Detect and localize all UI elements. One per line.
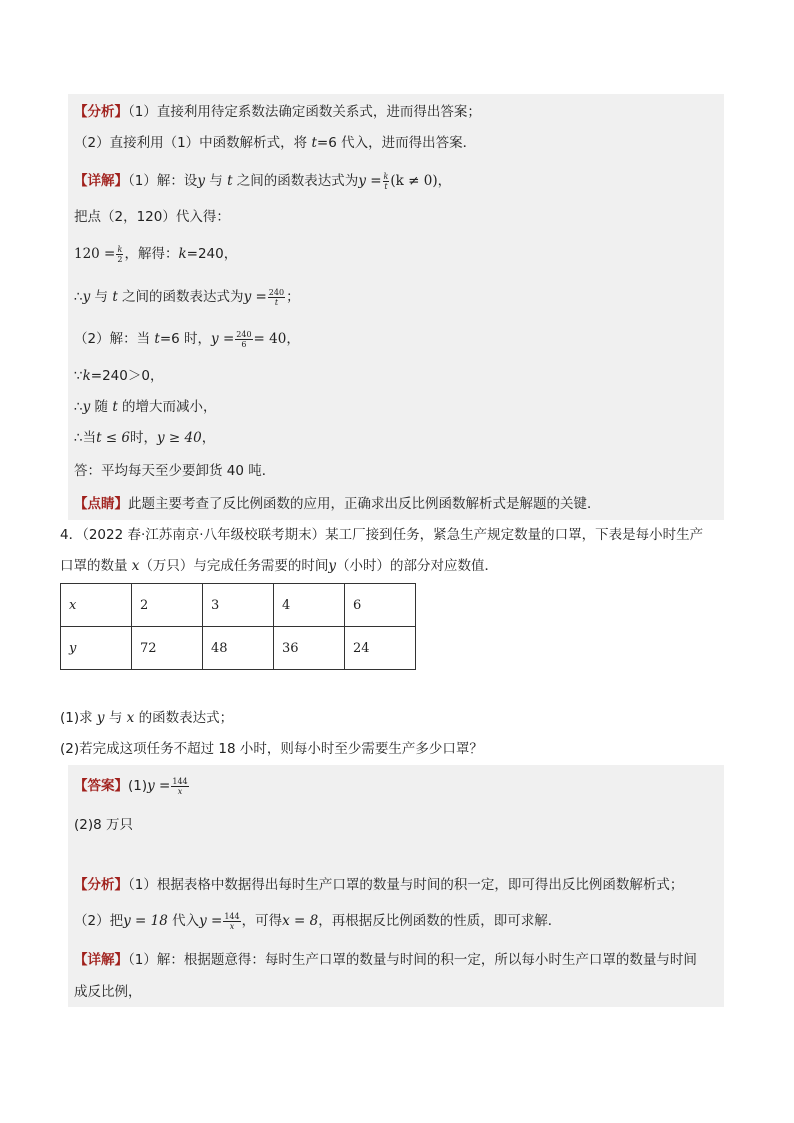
table-row [61,584,416,627]
comment-line: 【点睛】此题主要考查了反比例函数的应用，正确求出反比例函数解析式是解题的关键． [74,496,601,512]
answer-line: 答：平均每天至少要卸货 40 吨． [74,463,276,479]
k-positive-line: ∵k=240＞0， [74,368,164,384]
analysis-line-2: （2）直接利用（1）中函数解析式，将 t=6 代入，进而得出答案． [74,135,477,151]
answer-tag: 【答案】 [74,778,128,794]
fraction-240-over-6: $\frac{240}{6}$ [236,329,252,349]
analysis-line-1: 【分析】（1）直接利用待定系数法确定函数关系式，进而得出答案； [74,104,481,120]
table-cell: 72 [132,627,203,670]
detail-line-1: 【详解】（1）解：设y 与 t 之间的函数表达式为y = $\frac{k}{t}$ (k ≠ 0)， [74,171,452,191]
detail4-line-1: 【详解】（1）解：根据题意得：每时生产口罩的数量与时间的积一定，所以每小时生产口罩的数量与时间 [74,952,697,968]
table-cell: 3 [203,584,274,627]
problem4-stem-1: 4．（2022 春·江苏南京·八年级校联考期末）某工厂接到任务，紧急生产规定数量的口罩，下表是每小时生产 [60,527,704,543]
fraction-k-over-2: $\frac{k}{2}$ [117,244,123,264]
fraction-k-over-t: $\frac{k}{t}$ [383,171,389,191]
when-line: ∴当t ≤ 6时，y ≥ 40， [74,430,216,446]
table-cell: 6 [345,584,416,627]
table-cell: 48 [203,627,274,670]
detail4-tag: 【详解】 [74,952,128,968]
table-row [61,627,416,670]
analysis4-tag: 【分析】 [74,877,128,893]
answer4-line-1: 【答案】(1)y = $\frac{144}{x}$ [74,776,188,796]
analysis-tag: 【分析】 [74,104,128,120]
table-cell: y [61,627,132,670]
problem4-stem-2: 口罩的数量 x（万只）与完成任务需要的时间y（小时）的部分对应数值． [60,558,499,574]
table-cell: 36 [274,627,345,670]
solution-block-3 [68,94,724,520]
analysis4-line-1: 【分析】（1）根据表格中数据得出每时生产口罩的数量与时间的积一定，即可得出反比例函数解析式； [74,877,684,893]
question-1: (1)求 y 与 x 的函数表达式； [60,710,234,726]
analysis4-line-2: （2）把y = 18 代入y = $\frac{144}{x}$ ，可得x = 8，再根据反比例函数的性质，即可求解． [74,911,562,931]
table-cell: x [61,584,132,627]
part2-line: （2）解：当 t=6 时，y = $\frac{240}{6}$ = 40， [74,329,300,349]
table-cell: 4 [274,584,345,627]
fraction-144-over-x-2: $\frac{144}{x}$ [224,911,240,931]
fraction-144-over-x: $\frac{144}{x}$ [172,776,188,796]
value-table [60,583,416,670]
question-2: (2)若完成这项任务不超过 18 小时，则每小时至少需要生产多少口罩？ [60,741,483,757]
table-cell: 24 [345,627,416,670]
detail4-line-2: 成反比例， [74,984,142,1000]
expression-line: ∴y 与 t 之间的函数表达式为y = $\frac{240}{t}$ ； [74,287,300,307]
answer4-line-2: (2)8 万只 [74,817,134,833]
table-cell: 2 [132,584,203,627]
comment-tag: 【点睛】 [74,496,128,512]
detail-tag: 【详解】 [74,173,128,189]
point-line: 把点（2，120）代入得： [74,209,230,225]
fraction-240-over-t: $\frac{240}{t}$ [268,287,285,307]
trend-line: ∴y 随 t 的增大而减小， [74,399,217,415]
solve-line: 120 = $\frac{k}{2}$ ，解得：k=240， [74,244,238,264]
